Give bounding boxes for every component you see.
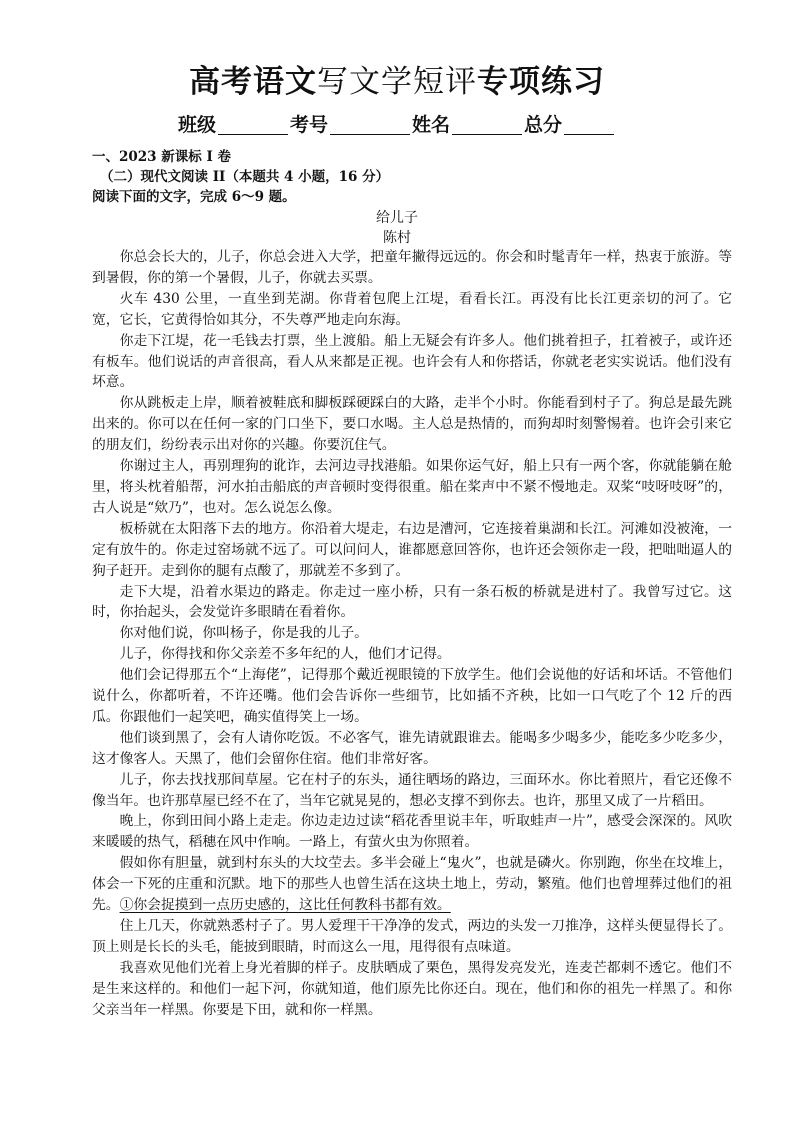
paragraph-with-underline	[92, 853, 732, 916]
article-body	[92, 247, 732, 1021]
paragraph: 住上几天，你就熟悉村子了。男人爱理干干净净的发式，两边的头发一刀推净，这样头便显得长了。顶上则是长长的头毛，能披到眼睛，时而这么一甩，甩得很有点味道。	[92, 918, 732, 955]
title-part-2: 写文学短评	[317, 64, 477, 100]
paragraph: 你总会长大的，儿子，你总会进入大学，把童年撇得远远的。你会和时髦青年一样，热衷于旅游。等到暑假，你的第一个暑假，儿子，你就去买票。	[92, 249, 732, 286]
score-label: 总分	[524, 114, 563, 136]
paragraph: 儿子，你去找找那间草屋。它在村子的东头，通往晒场的路边，三面环水。你比着照片，看它还像不像当年。也许那草屋已经不在了，当年它就晃晃的，想必支撑不到你去。也许，那里又成了一片稻田。	[92, 771, 732, 809]
student-info-line	[0, 112, 794, 138]
title-part-1: 高考语文	[189, 64, 317, 100]
paragraph: 他们谈到黑了，会有人请你吃饭。不必客气，谁先请就跟谁去。能喝多少喝多少，能吃多少吃多少，这才像客人。天黑了，他们会留你住宿。他们非常好客。	[92, 729, 732, 767]
paragraph: 儿子，你得找和你父亲差不多年纪的人，他们才记得。	[119, 646, 451, 663]
title-part-3: 专项练习	[477, 64, 605, 100]
paragraph: 他们会记得那五个“上海佬”，记得那个戴近视眼镜的下放学生。他们会说他的好话和坏话。不管他们说什么，你都听着，不许还嘴。他们会告诉你一些细节，比如插不齐秧，比如一口气吃了个 12 斤的西瓜。你跟他们一起笑吧，确实值得笑上一场。	[92, 667, 732, 725]
paragraph: 晚上，你到田间小路上走走。你边走边过读“稻花香里说丰年，听取蛙声一片”，感受会深深的。风吹来暖暖的热气，稻穗在风中作响。一路上，有萤火虫为你照着。	[92, 813, 732, 851]
paragraph: 走下大堤，沿着水渠边的路走。你走过一座小桥，只有一条石板的桥就是进村了。我曾写过它。这时，你抬起头，会发觉许多眼睛在看着你。	[92, 583, 732, 621]
name-label: 姓名	[412, 114, 451, 136]
paragraph: 你从跳板走上岸，顺着被鞋底和脚板踩硬踩白的大路，走半个小时。你能看到村子了。狗总是最先跳出来的。你可以在任何一家的门口坐下，要口水喝。主人总是热情的，而狗却时刻警惕着。也许会引来它的朋友们，纷纷表示出对你的兴趣。你要沉住气。	[92, 395, 732, 454]
underlined-sentence: ①你会捉摸到一点历史感的，这比任何教科书都有效。	[119, 897, 451, 914]
number-label: 考号	[289, 114, 328, 136]
paragraph: 我喜欢见他们光着上身光着脚的样子。皮肤晒成了栗色，黑得发亮发光，连麦芒都刺不透它。他们不是生来这样的。和他们一起下河，你就知道，他们原先比你还白。现在，他们和你的祖先一样黑了。和你父亲当年一样黑。你要是下田，就和你一样黑。	[92, 959, 732, 1018]
paragraph: 板桥就在太阳落下去的地方。你沿着大堤走，右边是漕河，它连接着巢湖和长江。河滩如没被淹，一定有放牛的。你走过窑场就不远了。可以问问人，谁都愿意回答你，也许还会领你走一段，把咄咄逼人的狗子赶开。走到你的腿有点酸了，那就差不多到了。	[92, 520, 732, 579]
paragraph: 火车 430 公里，一直坐到芜湖。你背着包爬上江堤，看看长江。再没有比长江更亲切的河了。它宽，它长，它黄得恰如其分，不失尊严地走向东海。	[92, 290, 732, 328]
section-instruction: 阅读下面的文字，完成 6～9 题。	[92, 189, 296, 205]
class-blank[interactable]	[218, 114, 288, 135]
paragraph: 你谢过主人，再别理狗的讹诈，去河边寻找港船。如果你运气好，船上只有一两个客，你就能躺在舱里，将头枕着船帮，河水拍击船底的声音顿时变得很重。船在桨声中不紧不慢地走。双桨“吱呀吱呀”的，古人说是“欸乃”，也对。怎么说怎么像。	[92, 458, 732, 516]
section-subheading: （二）现代文阅读 II（本题共 4 小题，16 分）	[100, 169, 390, 185]
number-blank[interactable]	[330, 114, 410, 135]
paragraph: 你走下江堤，花一毛钱去打票，坐上渡船。船上无疑会有许多人。他们挑着担子，扛着被子，或许还有板车。他们说话的声音很高，看人从来都是正视。也许会有人和你搭话，你就老老实实说话。他们没有坏意。	[92, 332, 732, 391]
score-blank[interactable]	[564, 114, 614, 135]
paragraph-text: 假如你有胆量，就到村东头的大坟茔去。多半会碰上“鬼火”，也就是磷火。你别跑，你坐在坟堆上，体会一下死的庄重和沉默。地下的那些人也曾生活在这块土地上，劳动，繁殖。他们也曾埋葬过他们的祖先。	[92, 855, 732, 914]
article-title: 给儿子	[376, 210, 418, 226]
section-heading: 一、2023 新课标 I 卷	[92, 149, 231, 165]
paragraph: 你对他们说，你叫杨子，你是我的儿子。	[119, 625, 368, 642]
article-author: 陈村	[383, 230, 411, 246]
class-label: 班级	[177, 114, 216, 136]
page-title	[0, 62, 794, 102]
name-blank[interactable]	[452, 114, 522, 135]
